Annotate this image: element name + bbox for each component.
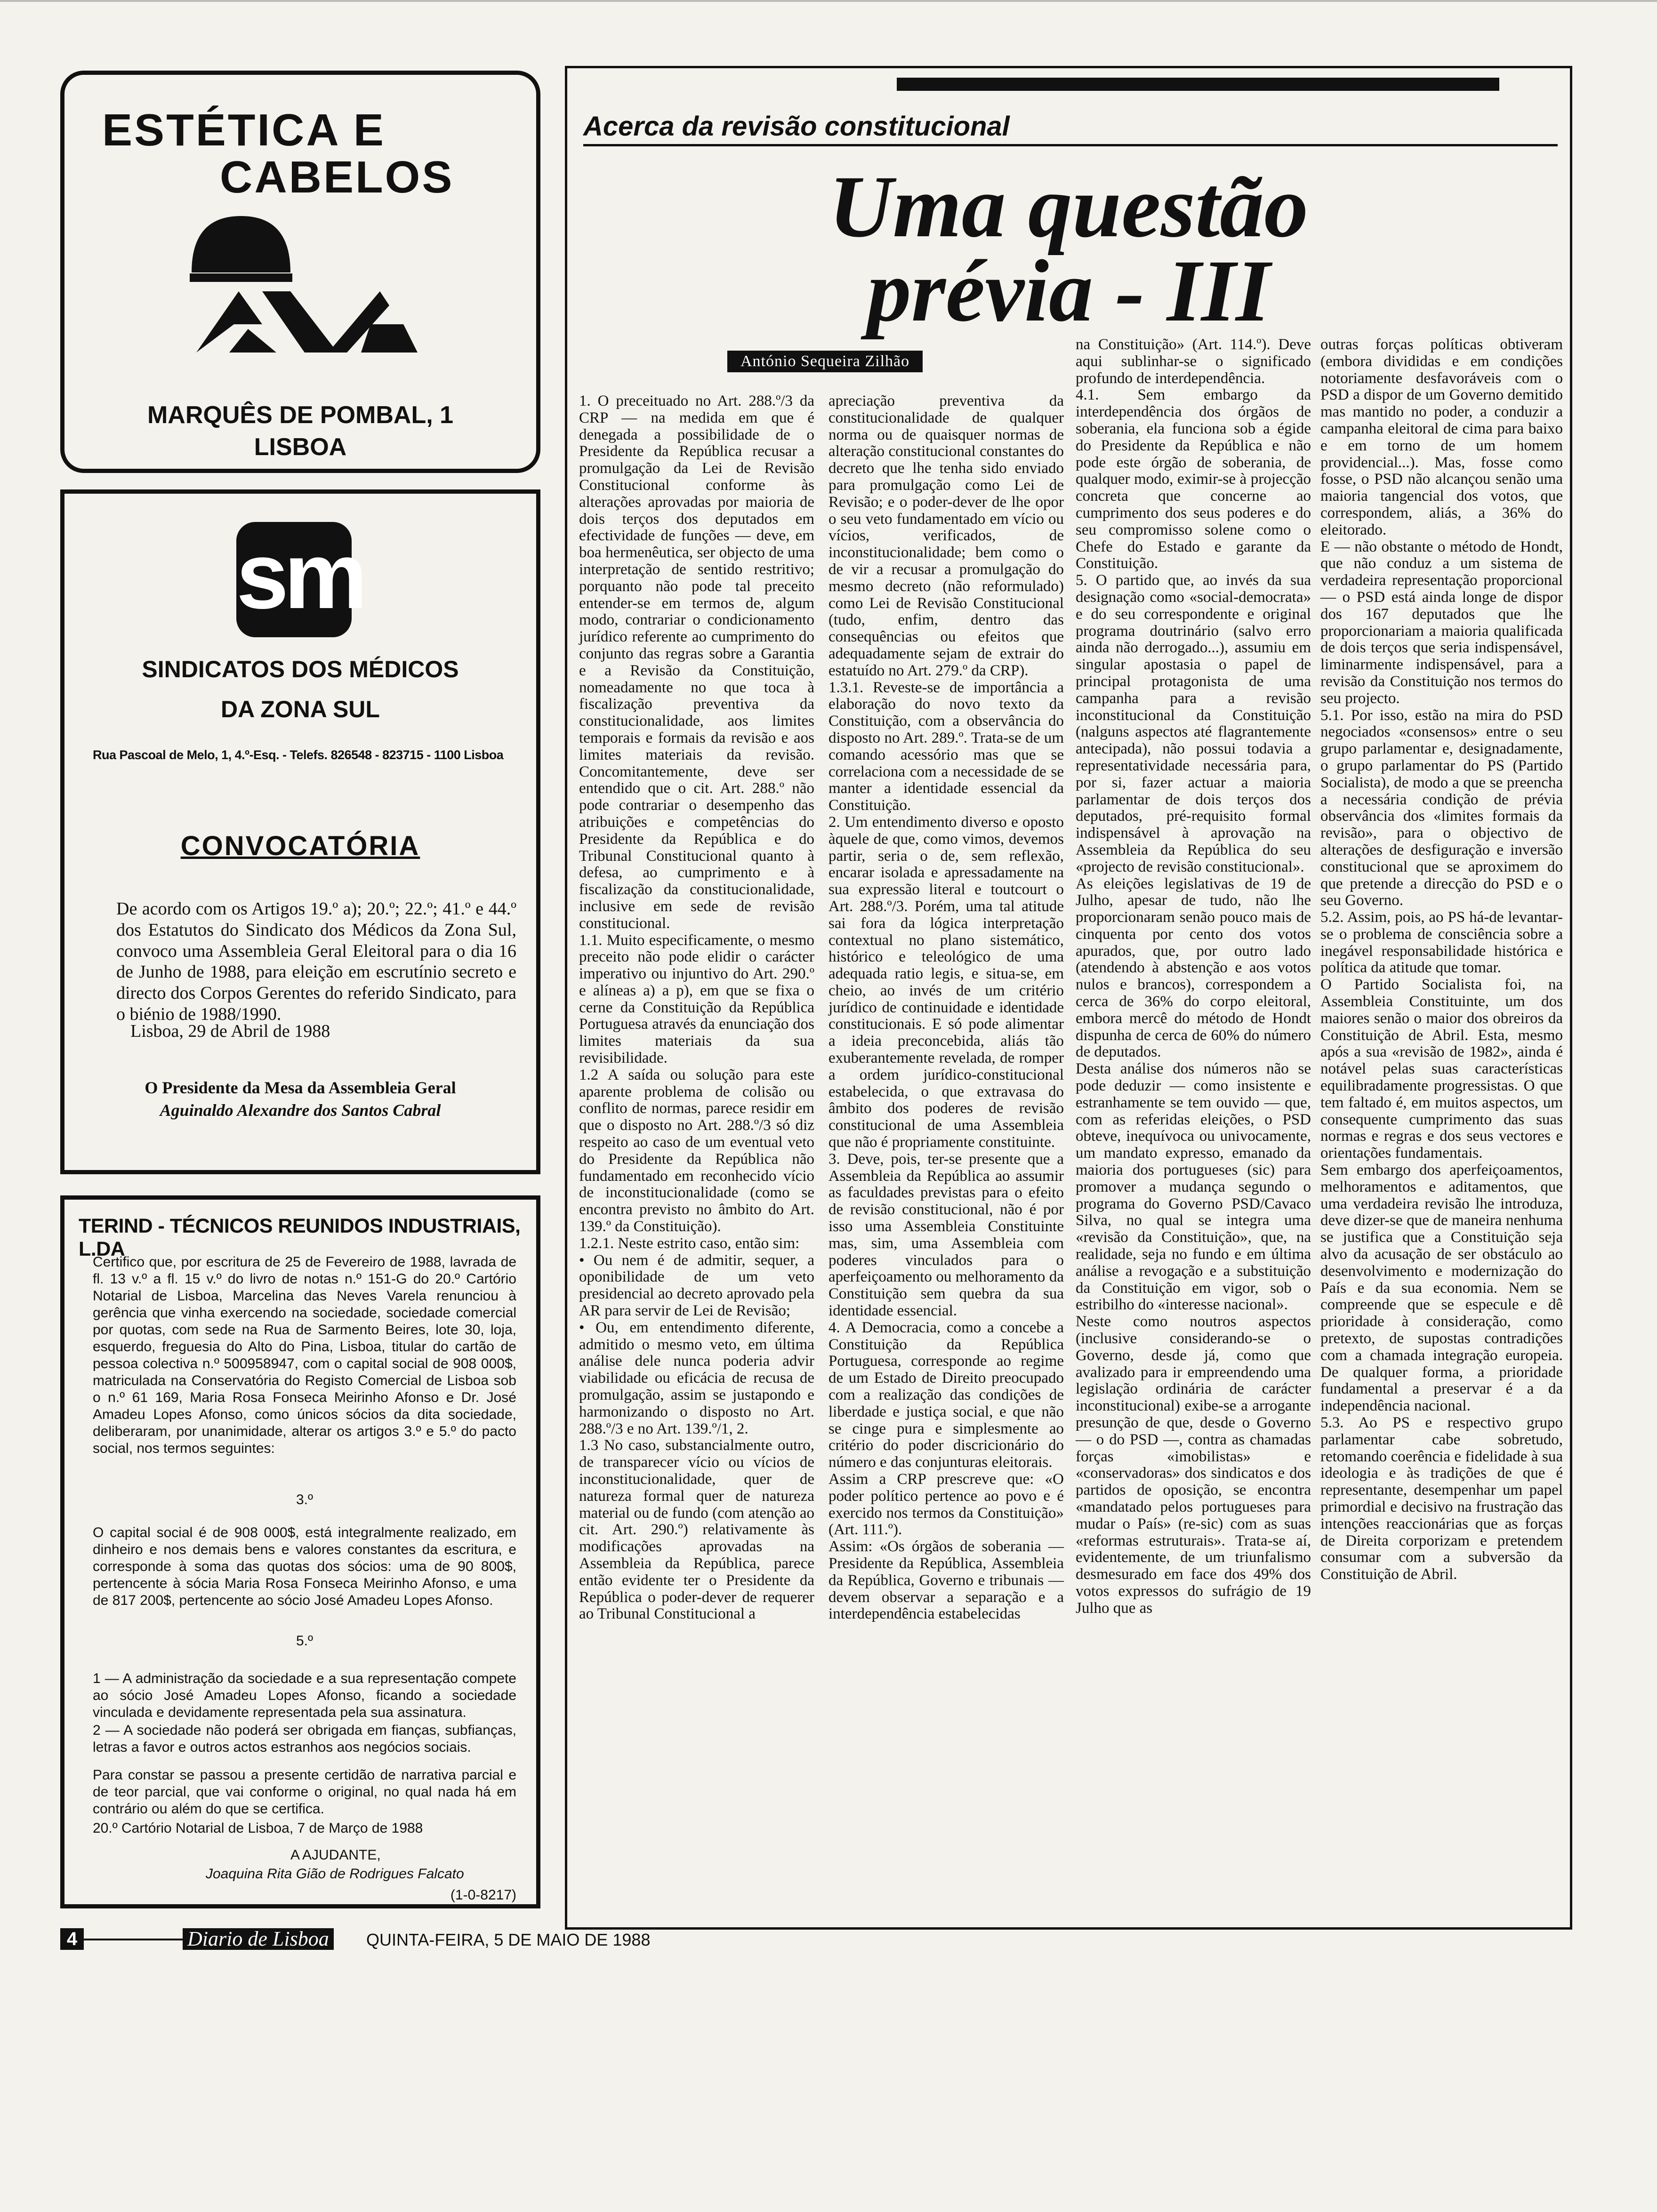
article-paragraph: 2. Um entendimento diverso e oposto àquele de que, como vimos, devemos partir, seria o de, sem reflexão, encarar isolada e apressadamente na sua expressão literal e toutcourt o Art. 288.º/3. Porém, uma tal atitude sai fora da lógica interpretação contextual no plano sistemático, histórico e teleológico de uma adequada ratio legis, e situa-se, em cheio, ao invés de um critério jurídico de continuidade e identidade constitucionais. E só pode alimentar a ideia preconcebida, aliás tão exuberantemente revelada, de romper a ordem jurídico-constitucional estabelecida, o que extravasa do âmbito dos poderes de revisão constitucional de uma Assembleia que não é propriamente constituinte. bbox=[828, 813, 1064, 1151]
headline-line-2: prévia - III bbox=[867, 241, 1271, 340]
terind-art5-item1: 1 — A administração da sociedade e a sua representação compete ao sócio José Amadeu Lopes Afonso, ficando a sociedade vinculada e devidamente representada pela sua assinatura. bbox=[93, 1671, 516, 1720]
article-paragraph: Neste como noutros aspectos (inclusive considerando-se o Governo, desde já, como que avalizado para ir empreendendo uma legislação ordinária de carácter inconstitucional) exibe-se a arrogante presunção de que, desde o Governo — o do PSD —, contra as chamadas forças «imobilistas» e «conservadoras» dos sindicatos e dos partidos de oposição, se encontra «mandatado pelos portugueses para mudar o País» (re-sic) com as suas «reformas estruturais». Trata-se aí, evidentemente, de um triunfalismo desmesurado em face dos 49% dos votos expressos do sufrágio de 19 Julho que as bbox=[1076, 1313, 1311, 1617]
article-paragraph: 1.3.1. Reveste-se de importância a elaboração do novo texto da Constituição, com a observância do disposto no Art. 289.º. Trata-se de um comando acessório mas que se correlaciona com a necessidade de se manter a identidade essencial da Constituição. bbox=[828, 679, 1064, 814]
terind-ref: (1-0-8217) bbox=[450, 1887, 516, 1903]
article-paragraph: • Ou, em entendimento diferente, admitido o mesmo veto, em última análise dele nunca poderia advir viabilidade ou eficácia de recusa de promulgação, assim se justapondo e harmonizando o disposto no Art. 288.º/3 e no Art. 139.º/1, 2. bbox=[579, 1319, 814, 1437]
convocatoria-date: Lisboa, 29 de Abril de 1988 bbox=[130, 1021, 330, 1041]
sindicato-name-2: DA ZONA SUL bbox=[221, 696, 380, 722]
article-byline: António Sequeira Zilhão bbox=[727, 351, 923, 372]
terind-date: 20.º Cartório Notarial de Lisboa, 7 de Março de 1988 bbox=[93, 1820, 423, 1836]
article-paragraph: 5.2. Assim, pois, ao PS há-de levantar-se o problema de consciência sobre a inegável responsabilidade histórica e política da atitude que tomar. bbox=[1320, 909, 1563, 977]
article-paragraph: na Constituição» (Art. 114.º). Deve aqui sublinhar-se o significado profundo de interdependência. bbox=[1076, 336, 1311, 387]
article-paragraph: 1.3 No caso, substancialmente outro, de transparecer vício ou vícios de inconstitucionalidade, quer de natureza formal quer de natureza material ou de fundo (com atenção ao cit. Art. 290.º) relativamente às modificações aprovadas na Assembleia da República, parece então evidente ter o Presidente da República o poder-dever de requerer ao Tribunal Constitucional a bbox=[579, 1437, 814, 1623]
footer-rule bbox=[84, 1939, 183, 1940]
article-column-3 bbox=[1076, 337, 1311, 1923]
article-paragraph: E — não obstante o método de Hondt, que não conduz a um sistema de verdadeira representação proporcional — o PSD está ainda longe de dispor dos 167 deputados que lhe proporcionariam a maioria qualificada de dois terços que seria indispensável, liminarmente indispensável, para a revisão da Constituição nos termos do seu projecto. bbox=[1320, 538, 1563, 707]
article-paragraph: 5. O partido que, ao invés da sua designação como «social-democrata» e do seu correspondente e original programa doutrinário (salvo erro ainda não derrogado...), assumiu em singular apostasia o papel de principal protagonista de uma campanha para a revisão inconstitucional da Constituição (nalguns aspectos até flagrantemente antecipada), não possui todavia a representatividade necessária para, por si, fazer actuar a maioria parlamentar de dois terços dos deputados, pré-requisito formal indispensável à aprovação na Assembleia da República do seu «projecto de revisão constitucional». bbox=[1076, 572, 1311, 875]
convocatoria-heading: CONVOCATÓRIA bbox=[180, 831, 420, 861]
article-paragraph: Assim: «Os órgãos de soberania — Presidente da República, Assembleia da República, Governo e tribunais — devem observar a separação e a interdependência estabelecidas bbox=[828, 1538, 1064, 1623]
ad-estetica-title-1: ESTÉTICA E bbox=[102, 105, 386, 155]
terind-signer: Joaquina Rita Gião de Rodrigues Falcato bbox=[206, 1866, 464, 1882]
article-paragraph: 1.2 A saída ou solução para este aparente problema de colisão ou conflito de normas, parece residir em que o disposto no Art. 288.º/3 só diz respeito ao caso de um eventual veto do Presidente da República não fundamentado em reconhecido vício de inconstitucionalidade (como se encontra previsto no âmbito do Art. 139.º da Constituição). bbox=[579, 1066, 814, 1235]
terind-title: TERIND - TÉCNICOS REUNIDOS INDUSTRIAIS, L.DA bbox=[79, 1215, 521, 1260]
article-paragraph: As eleições legislativas de 19 de Julho, apesar de tudo, não lhe proporcionaram senão pouco mais de cinquenta por cento dos votos apurados, que, por outro lado (atendendo à abstenção e aos votos nulos e brancos), correspondem a cerca de 36% do corpo eleitoral, embora mercê do método de Hondt dispunha de cerca de 60% do número de deputados. bbox=[1076, 875, 1311, 1061]
convocatoria-signature-2: Aguinaldo Alexandre dos Santos Cabral bbox=[160, 1101, 441, 1120]
ad-terind bbox=[60, 1195, 540, 1908]
sindicato-address: Rua Pascoal de Melo, 1, 4.º-Esq. - Telefs. 826548 - 823715 - 1100 Lisboa bbox=[93, 748, 504, 762]
article-paragraph: • Ou nem é de admitir, sequer, a oponibilidade de um veto presidencial ao decreto aprovado pela AR para servir de Lei de Revisão; bbox=[579, 1251, 814, 1320]
article-column-2 bbox=[828, 393, 1064, 1923]
terind-art5-item2: 2 — A sociedade não poderá ser obrigada em fianças, subfianças, letras a favor e outros actos estranhos aos negócios sociais. bbox=[93, 1723, 516, 1755]
sm-logo-icon: sm bbox=[236, 522, 352, 637]
terind-art5-label: 5.º bbox=[296, 1633, 313, 1649]
ad-estetica-address-1: MARQUÊS DE POMBAL, 1 bbox=[147, 401, 454, 429]
convocatoria-body: De acordo com os Artigos 19.º a); 20.º; 22.º; 41.º e 44.º dos Estatutos do Sindicato dos Médicos da Zona Sul, convoco uma Assembleia Geral Eleitoral para o dia 16 de Junho de 1988, para eleição em escrutínio secreto e directo dos Corpos Gerentes do referido Sindicato, para o biénio de 1988/1990. bbox=[116, 899, 516, 1025]
terind-art3-label: 3.º bbox=[296, 1492, 313, 1507]
article-paragraph: O Partido Socialista foi, na Assembleia Constituinte, um dos maiores senão o maior dos obreiros da Constituição de Abril. Esta, mesmo após a sua «revisão de 1982», ainda é notável pelas suas características equilibradamente progressistas. O que tem faltado é, em muitos aspectos, um consequente cumprimento das suas normas e regras e dos seus vectores e orientações fundamentais. bbox=[1320, 976, 1563, 1162]
terind-para1: Certifico que, por escritura de 25 de Fevereiro de 1988, lavrada de fl. 13 v.º a fl. 15 v.º do livro de notas n.º 151-G do 20.º Cartório Notarial de Lisboa, Marcelina das Neves Varela renunciou à gerência que vinha exercendo na sociedade, sociedade comercial por quotas, com sede na Rua de Sarmento Beires, lote 30, loja, esquerdo, freguesia do Alto do Pina, Lisboa, titular do cartão de pessoa colectiva n.º 500958947, com o capital social de 908 000$, matriculada na Conservatória do Registo Comercial de Lisboa sob o n.º 61 169, Maria Rosa Fonseca Meirinho Afonso e Dr. José Amadeu Lopes Afonso, como únicos sócios da dita sociedade, deliberaram, por unanimidade, alterar os artigos 3.º e 5.º do pacto social, nos termos seguintes: bbox=[93, 1254, 516, 1456]
article-paragraph: 5.1. Por isso, estão na mira do PSD negociados «consensos» entre o seu grupo parlamentar e, designadamente, o grupo parlamentar do PS (Partido Socialista), de modo a que se preencha a necessária condição de prévia observância dos «limites formais da revisão», para o objectivo de alterações de desfiguração e inversão constitucional que se aproximem do que pretende a direcção do PSD e o seu Governo. bbox=[1320, 706, 1563, 909]
top-rule bbox=[0, 0, 1657, 2]
convocatoria-signature-1: O Presidente da Mesa da Assembleia Geral bbox=[145, 1078, 456, 1097]
ad-estetica-address-2: LISBOA bbox=[254, 433, 347, 461]
article-paragraph: Desta análise dos números não se pode deduzir — como insistente e estranhamente se tem ouvido — que, com as referidas eleições, o PSD obteve, inequívoca ou univocamente, um mandato expresso, emanado da maioria dos portugueses (sic) para promover a mudança segundo o programa do Governo PSD/Cavaco Silva, no qual se integra uma «revisão da Constituição», que, na realidade, seja no fundo e em última análise a revogação e a substituição da Constituição em vigor, sob o estribilho do «interesse nacional». bbox=[1076, 1060, 1311, 1314]
article-column-1 bbox=[579, 393, 814, 1923]
article-paragraph: 3. Deve, pois, ter-se presente que a Assembleia da República ao assumir as faculdades previstas para o efeito de revisão constitucional, não é por isso uma Assembleia Constituinte mas, sim, uma Assembleia com poderes vinculados para o aperfeiçoamento ou melhoramento da Constituição sem quebra da sua identidade essencial. bbox=[828, 1150, 1064, 1320]
article-paragraph: 4.1. Sem embargo da interdependência dos órgãos de soberania, ela funciona sob a égide do Presidente da República e não pode este órgão de soberania, de qualquer modo, eximir-se à projecção concreta que concerne ao cumprimento dos seus poderes e do seu compromisso solene como o Chefe do Estado e garante da Constituição. bbox=[1076, 386, 1311, 572]
footer-date: QUINTA-FEIRA, 5 DE MAIO DE 1988 bbox=[366, 1930, 651, 1949]
ad-estetica bbox=[60, 71, 540, 473]
article-paragraph: 1. O preceituado no Art. 288.º/3 da CRP — na medida em que é denegada a possibilidade de o Presidente da República recusar a promulgação da Lei de Revisão Constitucional conforme às alterações aprovadas por maioria de dois terços dos deputados em efectividade de funções — deve, em boa hermenêutica, ser objecto de uma interpretação de sentido restritivo; porquanto não pode tal preceito entender-se em termos de, algum modo, contrariar o condicionamento jurídico referente ao cumprimento do conjunto das regras sobre a Garantia e a Revisão da Constituição, nomeadamente no que toca à fiscalização preventiva da constitucionalidade, aos limites temporais e formais da revisão e aos limites materiais da revisão. Concomitantemente, deve ser entendido que o cit. Art. 288.º não pode contrariar o desempenho das atribuições e competências do Presidente da República e do Tribunal Constitucional quanto à defesa, ao cumprimento e à fiscalização da constitucionalidade, inclusive em sede de revisão constitucional. bbox=[579, 393, 814, 932]
article-column-4 bbox=[1320, 337, 1563, 1923]
ad-sindicato bbox=[60, 489, 540, 1174]
ad-estetica-title-2: CABELOS bbox=[220, 152, 454, 202]
terind-role: A AJUDANTE, bbox=[290, 1847, 381, 1863]
article-paragraph: 1.1. Muito especificamente, o mesmo preceito não pode elidir o carácter imperativo ou injuntivo do Art. 290.º e alíneas a) a p), em que se fixa o cerne da Constituição da República Portuguesa através da enunciação dos limites materiais da sua revisibilidade. bbox=[579, 931, 814, 1067]
article-kicker: Acerca da revisão constitucional bbox=[583, 111, 1558, 146]
headline-line-1: Uma questão bbox=[828, 157, 1309, 256]
article-paragraph: 1.2.1. Neste estrito caso, então sim: bbox=[579, 1234, 800, 1252]
article-headline bbox=[567, 157, 1570, 340]
masthead: Diario de Lisboa bbox=[183, 1928, 334, 1950]
article-paragraph: outras forças políticas obtiveram (embora divididas e em condições notoriamente desfavoráveis com o PSD a dispor de um Governo demitido mas mantido no poder, a conduzir a campanha eleitoral de cima para baixo e em torno de um homem providencial...). Mas, fosse como fosse, o PSD não alcançou senão uma maioria tangencial dos votos, que correspondem, aliás, a 36% do eleitorado. bbox=[1320, 336, 1563, 538]
article-paragraph: 5.3. Ao PS e respectivo grupo parlamentar cabe sobretudo, retomando coerência e fidelidade à sua ideologia e às tradições de que é representante, desempenhar um papel primordial e decisivo na frustração das intenções reaccionárias que as forças de Direita corporizam e pretendem consumar com a subversão da Constituição de Abril. bbox=[1320, 1414, 1563, 1583]
terind-closing: Para constar se passou a presente certidão de narrativa parcial e de teor parcial, que vai conforme o original, no qual nada há em contrário ou além do que se certifica. bbox=[93, 1767, 516, 1817]
page-number: 4 bbox=[60, 1928, 84, 1950]
sindicato-name-1: SINDICATOS DOS MÉDICOS bbox=[142, 656, 459, 682]
terind-art3-text: O capital social é de 908 000$, está integralmente realizado, em dinheiro e nos demais bens e valores constantes da escritura, e corresponde à soma das quotas dos sócios: uma de 90 800$, pertencente à sócia Maria Rosa Fonseca Meirinho Afonso, e uma de 817 200$, pertencente ao sócio José Amadeu Lopes Afonso. bbox=[93, 1525, 516, 1608]
article-paragraph: 4. A Democracia, como a concebe a Constituição da República Portuguesa, corresponde ao regime de um Estado de Direito preocupado com a realização das condições de liberdade e justiça social, e que não se cinge pura e simplesmente ao critério do poder discricionário do número e das conjunturas eleitorais. bbox=[828, 1319, 1064, 1471]
top-black-bar bbox=[897, 78, 1499, 91]
ava-logo-icon bbox=[182, 211, 427, 367]
article-paragraph: Assim a CRP prescreve que: «O poder político pertence ao povo e é exercido nos termos da Constituição» (Art. 111.º). bbox=[828, 1471, 1064, 1539]
article-box bbox=[565, 66, 1572, 1930]
article-paragraph: apreciação preventiva da constitucionalidade de qualquer norma ou de quaisquer normas de alteração constitucional constantes do decreto que lhe tenha sido enviado para promulgação como Lei de Revisão; e o poder-dever de lhe opor o seu veto fundamentado em vício ou vícios, verificados, de inconstitucionalidade; bem como o de vir a recusar a promulgação do mesmo decreto (não reformulado) como Lei de Revisão Constitucional (tudo, enfim, dentro das consequências ou efeitos que adequadamente sejam de extrair do estatuído no Art. 279.º da CRP). bbox=[828, 393, 1064, 679]
article-paragraph: Sem embargo dos aperfeiçoamentos, melhoramentos e aditamentos, que uma verdadeira revisão lhe introduza, deve dizer-se que de maneira nenhuma se justifica que a Constituição seja alvo da acusação de ser obstáculo ao desenvolvimento e modernização do País e da sua economia. Nem se compreende que se especule e dê prioridade à consideração, como pretexto, de supostas contradições com a chamada integração europeia. De qualquer forma, a prioridade fundamental a preservar é a da independência nacional. bbox=[1320, 1162, 1563, 1415]
